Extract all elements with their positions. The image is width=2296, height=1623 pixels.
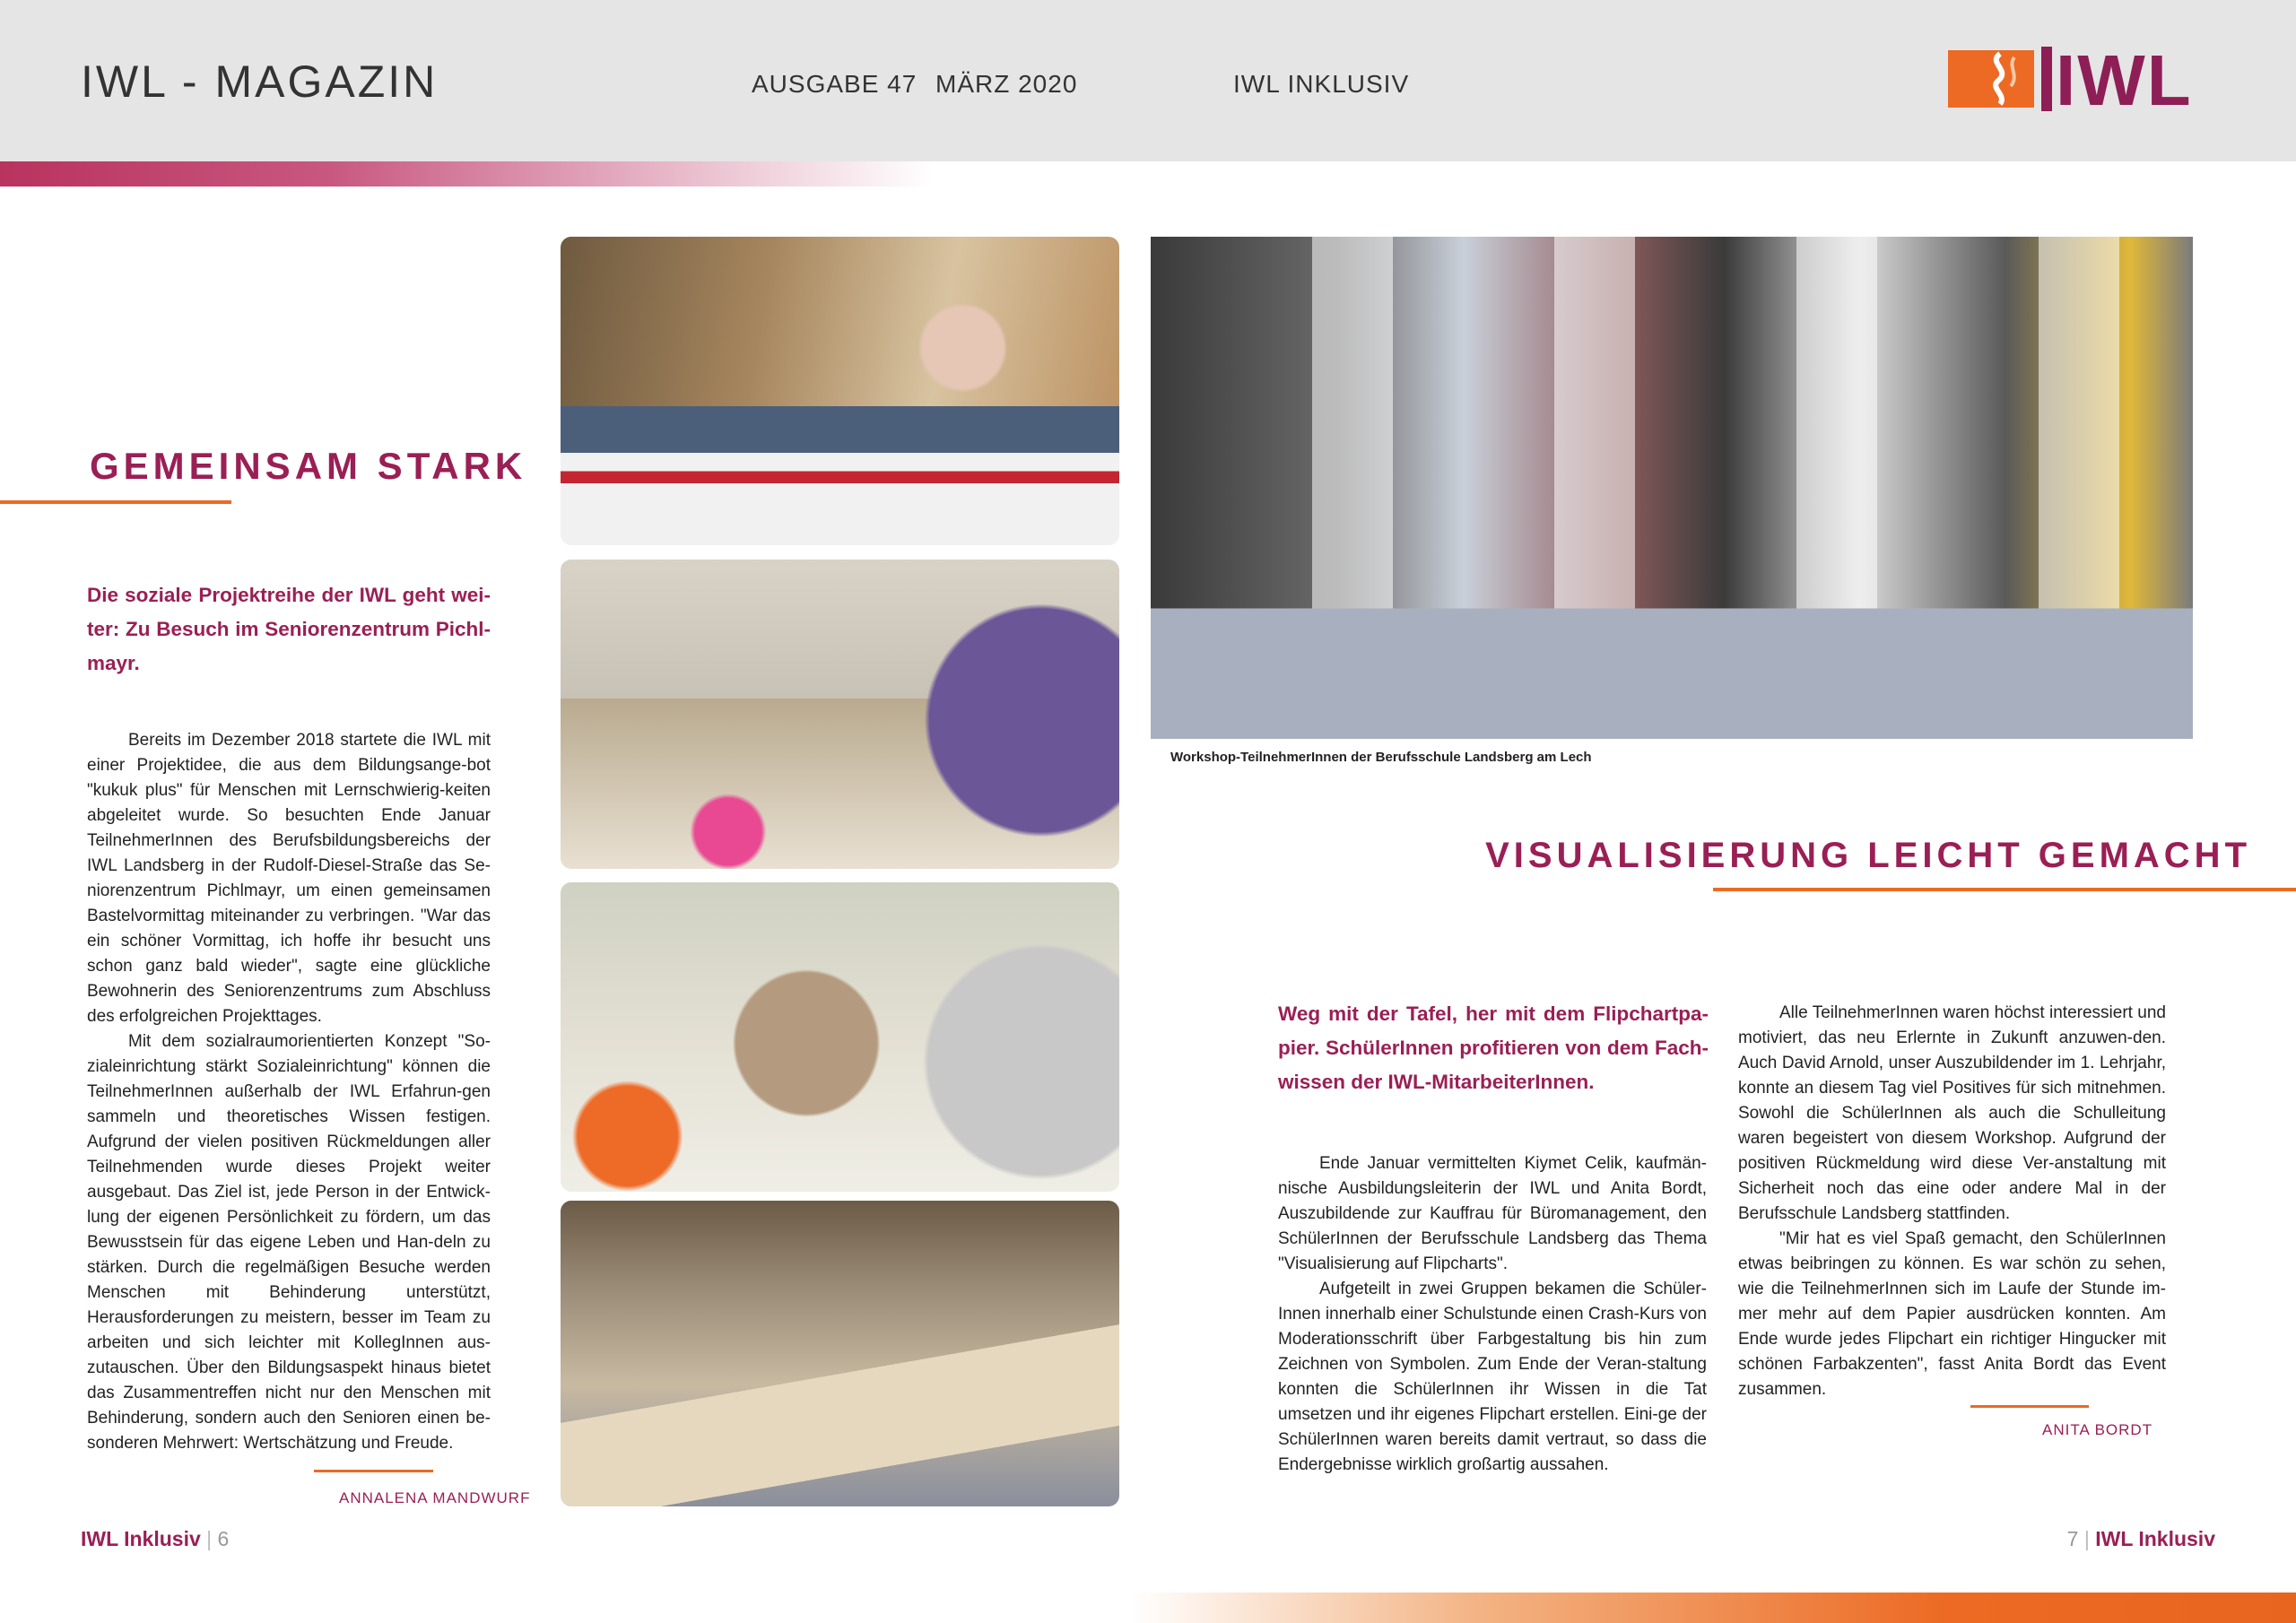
- left-article-headline: GEMEINSAM STARK: [90, 445, 527, 487]
- photo-woodwork-crafting: [561, 882, 1119, 1192]
- photo-caption: Workshop-TeilnehmerInnen der Berufsschule Landsberg am Lech: [1170, 750, 1592, 765]
- logo-figure-icon: [1948, 50, 2034, 108]
- right-article-paragraph: Aufgeteilt in zwei Gruppen bekamen die Schüler-Innen innerhalb einer Schulstunde einen Crash-Kurs von Moderationsschrift über Farbgestaltung bis hin zum Zeichnen von Symbolen. Zum Ende der Veran-staltung konnten die SchülerInnen ihr Wissen in die Tat umsetzen und ihr eigenes Flipchart erstellen. Eini-ge der SchülerInnen waren bereits damit vertraut, so dass die Endergebnisse wirklich großartig aussahen.: [1278, 1280, 1707, 1474]
- logo-text: IWL: [2056, 40, 2193, 120]
- header-accent-stripe: [0, 161, 933, 187]
- page-number: 7: [2066, 1527, 2079, 1550]
- photo-senior-crafting-heart: [561, 237, 1119, 545]
- left-article-author: ANNALENA MANDWURF: [339, 1489, 531, 1506]
- magazine-title: IWL - MAGAZIN: [81, 56, 439, 107]
- footer-brand: IWL Inklusiv: [2095, 1527, 2215, 1550]
- right-author-rule: [1970, 1405, 2089, 1408]
- issue-date: MÄRZ 2020: [935, 70, 1078, 98]
- left-author-rule: [314, 1470, 433, 1472]
- left-article-lead: Die soziale Projektreihe der IWL geht wei-ter: Zu Besuch im Seniorenzentrum Pichl-mayr.: [87, 584, 491, 674]
- page-footer-right: [2067, 1527, 2215, 1551]
- issue-number: AUSGABE 47: [752, 70, 918, 98]
- page-header: [0, 0, 2296, 161]
- left-article-paragraph: Bereits im Dezember 2018 startete die IWL mit einer Projektidee, die aus dem Bildungsange-bot "kukuk plus" für Menschen mit Lernschwierig-keiten abgeleitet wurde. So besuchten Ende Januar TeilnehmerInnen des Berufsbildungsbereichs der IWL Landsberg in der Rudolf-Diesel-Straße das Se-niorenzentrum Pichlmayr, um einen gemeinsamen Bastelvormittag miteinander zu verbringen. "War das ein schöner Vormittag, ich hoffe ihr besucht uns schon ganz bald wieder", sagte eine glückliche Bewohnerin des Seniorenzentrums zum Abschluss des erfolgreichen Projekttages.: [87, 731, 491, 1026]
- right-article-paragraph: Alle TeilnehmerInnen waren höchst interessiert und motiviert, das neu Erlernte in Zukunft anzuwen-den. Auch David Arnold, unser Auszubildender im 1. Lehrjahr, konnte an diesem Tag viel Positives für sich mitnehmen. Sowohl die SchülerInnen als auch die Schulleitung waren begeistert von diesem Workshop. Aufgrund der positiven Rückmeldung wird diese Ver-anstaltung mit Sicherheit noch das eine oder andere Mal in der Berufsschule Landsberg stattfinden.: [1738, 1003, 2166, 1223]
- footer-separator: |: [2083, 1527, 2090, 1550]
- right-article-paragraph: "Mir hat es viel Spaß gemacht, den SchülerInnen etwas beibringen zu können. Es war schön zu sehen, wie die TeilnehmerInnen sich im Laufe der Stunde im-mer mehr auf dem Papier ausdrücken konnten. Am Ende wurde jedes Flipchart ein richtiger Hingucker mit schönen Farbakzenten", fasst Anita Bordt das Event zusammen.: [1738, 1229, 2166, 1399]
- section-name: IWL INKLUSIV: [1233, 70, 1410, 98]
- page-number: 6: [217, 1527, 230, 1550]
- page-footer-left: [81, 1527, 229, 1551]
- right-article-paragraph: Ende Januar vermittelten Kiymet Celik, kaufmän-nische Ausbildungsleiterin der IWL und Anita Bordt, Auszubildende zur Kauffrau für Büromanagement, den SchülerInnen der Berufsschule Landsberg das Thema "Visualisierung auf Flipcharts".: [1278, 1154, 1707, 1273]
- footer-accent-stripe: [1130, 1593, 2296, 1623]
- right-article-lead: Weg mit der Tafel, her mit dem Flipchartpa-pier. SchülerInnen profitieren von dem Fach-wissen der IWL-MitarbeiterInnen.: [1278, 1002, 1709, 1093]
- right-article-column-1: [1278, 1151, 1707, 1478]
- right-article-column-2: [1738, 1001, 2166, 1402]
- logo-bar: [2041, 47, 2052, 111]
- photo-workshop-participants: [1151, 237, 2193, 739]
- left-article-body: [87, 728, 491, 1456]
- footer-brand: IWL Inklusiv: [81, 1527, 201, 1550]
- footer-separator: |: [206, 1527, 213, 1550]
- right-article-author: ANITA BORDT: [2042, 1421, 2153, 1438]
- left-article-paragraph: Mit dem sozialraumorientierten Konzept "So-zialeinrichtung stärkt Sozialeinrichtung" können die TeilnehmerInnen außerhalb der IWL Erfahrun-gen sammeln und theoretisches Wissen festigen. Aufgrund der vielen positiven Rückmeldungen aller Teilnehmenden wurde dieses Projekt weiter ausgebaut. Das Ziel ist, jede Person in der Entwick-lung der eigenen Persönlichkeit zu fördern, um das Bewusstsein für das eigene Leben und Han-deln zu stärken. Durch die regelmäßigen Besuche werden Menschen mit Behinderung unterstützt, Herausforderungen zu meistern, besser im Team zu arbeiten und sich leichter mit KollegInnen aus-zutauschen. Über den Bildungsaspekt hinaus bietet das Zusammentreffen nicht nur den Menschen mit Behinderung, sondern auch den Senioren einen be-sonderen Mehrwert: Wertschätzung und Freude.: [87, 1032, 491, 1453]
- photo-group-seniors-table: [561, 1201, 1119, 1506]
- iwl-logo: [1948, 40, 2213, 120]
- right-headline-underline: [1713, 888, 2296, 891]
- left-headline-underline: [0, 500, 231, 504]
- right-article-headline: VISUALISIERUNG LEICHT GEMACHT: [1485, 836, 2251, 875]
- photo-felt-crafting-table: [561, 560, 1119, 869]
